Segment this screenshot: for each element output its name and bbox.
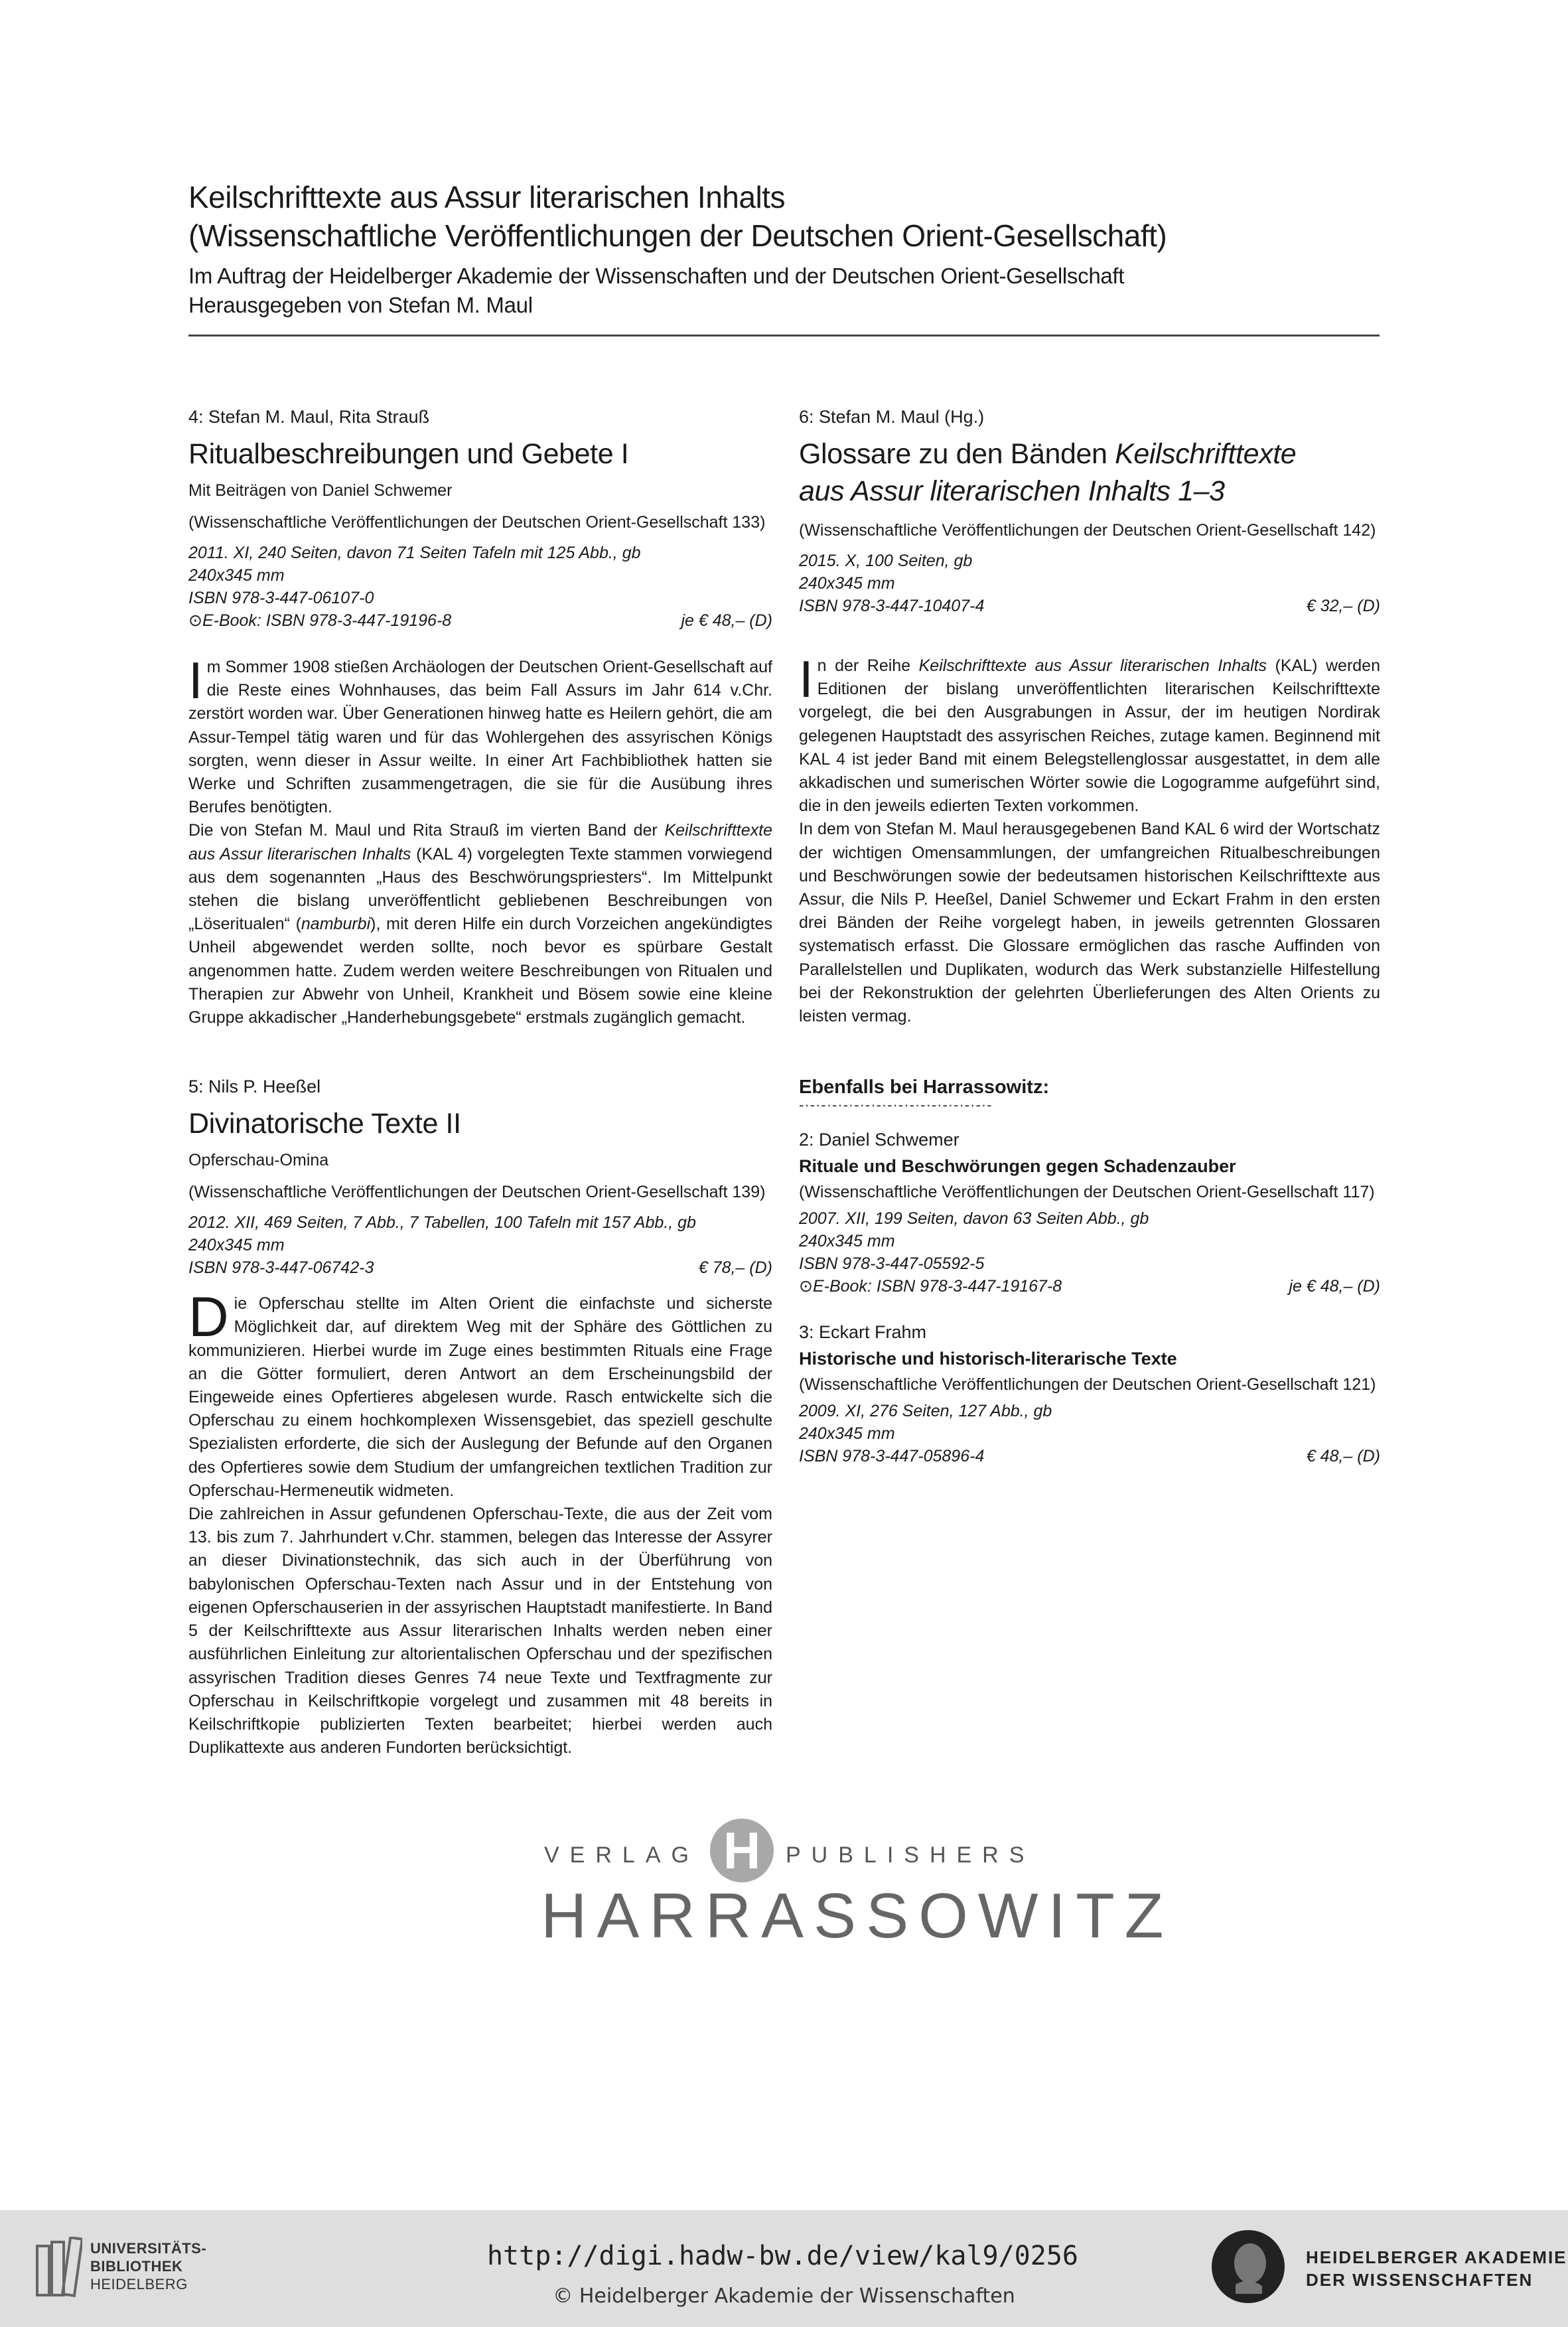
logo-h-icon: H xyxy=(710,1819,774,1882)
book-subtitle: Opferschau-Omina xyxy=(188,1151,329,1170)
book-isbn: ISBN 978-3-447-06107-0 xyxy=(188,589,374,607)
academy-line: HEIDELBERGER AKADEMIE xyxy=(1306,2247,1567,2267)
series-editor: Herausgegeben von Stefan M. Maul xyxy=(188,293,533,317)
also-series-number: 3: Eckart Frahm xyxy=(799,1322,927,1343)
desc-italic: namburbi xyxy=(301,915,371,934)
also-isbn: ISBN 978-3-447-05592-5 xyxy=(799,1254,985,1274)
desc-text: (KAL 4) vorgelegten Texte stammen vorwiegend aus dem sogenannten „Haus des Beschwörungspriesters“. Im Mittelpunkt stehen die bislang unveröffentlicht gebliebenen Beschreibungen von „Löseritualen“ ( xyxy=(188,844,772,934)
also-seriesline: (Wissenschaftliche Veröffentlichungen der Deutschen Orient-Gesellschaft 117) xyxy=(799,1183,1375,1202)
header-rule xyxy=(188,335,1380,337)
academy-label xyxy=(1306,2246,1567,2291)
book-seriesline: (Wissenschaftliche Veröffentlichungen der Deutschen Orient-Gesellschaft 133) xyxy=(188,513,766,532)
title-text: Glossare zu den Bänden xyxy=(799,438,1115,470)
also-seriesline: (Wissenschaftliche Veröffentlichungen der Deutschen Orient-Gesellschaft 121) xyxy=(799,1375,1376,1394)
book-seriesline: (Wissenschaftliche Veröffentlichungen der Deutschen Orient-Gesellschaft 139) xyxy=(188,1183,766,1202)
series-title-sub: (Wissenschaftliche Veröffentlichungen der Deutschen Orient-Gesellschaft) xyxy=(188,218,1167,253)
academy-line: DER WISSENSCHAFTEN xyxy=(1306,2270,1533,2290)
also-pages: 2007. XII, 199 Seiten, davon 63 Seiten Abb., gb xyxy=(799,1209,1149,1229)
desc-paragraph: m Sommer 1908 stießen Archäologen der Deutschen Orient-Gesellschaft auf die Reste eines Wohnhauses, das beim Fall Assurs im Jahr 614 v.Chr. zerstört worden war. Über Generationen hinweg hatte es Heilern gehört, die am Assur-Tempel tätig waren und für das Wohlergehen des assyrischen Königs sorgten, wenn dieser in Assur weilte. In einer Art Fachbibliothek hatten sie Werke und Schriften zusammengetragen, die sie für die Ausübung ihres Berufes benötigten. xyxy=(188,658,772,817)
book-title: Ritualbeschreibungen und Gebete I xyxy=(188,438,629,470)
also-series-number: 2: Daniel Schwemer xyxy=(799,1130,960,1150)
book-entry-4 xyxy=(188,405,772,1029)
book-series-number: 6: Stefan M. Maul (Hg.) xyxy=(799,407,985,427)
also-title: Historische und historisch-literarische Texte xyxy=(799,1349,1177,1369)
uni-line: HEIDELBERG xyxy=(90,2276,188,2292)
book-title: Divinatorische Texte II xyxy=(188,1108,461,1140)
book-description xyxy=(188,1286,772,1760)
book-contributors: Mit Beiträgen von Daniel Schwemer xyxy=(188,481,453,500)
academy-seal-icon xyxy=(1212,2230,1285,2303)
also-heading: Ebenfalls bei Harrassowitz: xyxy=(799,1077,1050,1098)
drop-cap: D xyxy=(188,1286,229,1349)
also-isbn: ISBN 978-3-447-05896-4 xyxy=(799,1447,985,1466)
book-meta xyxy=(188,1211,772,1279)
desc-paragraph: In dem von Stefan M. Maul herausgegebenen Band KAL 6 wird der Wortschatz der wichtigen Omensammlungen, der umfangreichen Ritualbeschreibungen und Beschwörungen sowie der bedeutsamen historischen Keilschrifttexte aus Assur, die Nils P. Heeßel, Daniel Schwemer und Eckart Frahm in den ersten drei Bänden der Reihe vorgelegt haben, in jeweils getrennten Glossaren systematisch erfasst. Die Glossare ermöglichen das rasche Auffinden von Parallelstellen und Duplikaten, wodurch das Werk substanzielle Hilfestellung bei der Rekonstruktion der gelehrten Überlieferungen des Alten Orients zu leisten vermag. xyxy=(799,820,1380,1026)
desc-italic: Keilschrifttexte aus Assur literarischen Inhalts xyxy=(918,656,1267,675)
uni-line: BIBLIOTHEK xyxy=(90,2258,183,2275)
page-header xyxy=(188,178,1380,337)
book-meta xyxy=(799,550,1380,617)
desc-text: n der Reihe xyxy=(817,656,919,675)
book-title xyxy=(799,435,1380,510)
title-italic: Keilschrifttexte xyxy=(1115,438,1297,470)
also-title: Rituale und Beschwörungen gegen Schadenzauber xyxy=(799,1156,1236,1177)
title-italic: aus Assur literarischen Inhalts 1–3 xyxy=(799,475,1225,507)
book-pages: 2012. XII, 469 Seiten, 7 Abb., 7 Tabellen, 100 Tafeln mit 157 Abb., gb xyxy=(188,1213,696,1233)
book-isbn: ISBN 978-3-447-10407-4 xyxy=(799,597,985,615)
also-price: € 48,– (D) xyxy=(1306,1447,1380,1466)
book-description xyxy=(188,651,772,1029)
also-available xyxy=(799,1075,1380,1467)
book-format: 240x345 mm xyxy=(799,574,895,593)
book-seriesline: (Wissenschaftliche Veröffentlichungen der Deutschen Orient-Gesellschaft 142) xyxy=(799,521,1376,540)
also-meta xyxy=(799,1207,1380,1298)
also-pages: 2009. XI, 276 Seiten, 127 Abb., gb xyxy=(799,1402,1052,1421)
book-pages: 2011. XI, 240 Seiten, davon 71 Seiten Tafeln mit 125 Abb., gb xyxy=(188,544,641,562)
desc-paragraph: Die zahlreichen in Assur gefundenen Opferschau-Texte, die aus der Zeit vom 13. bis zum 7. Jahrhundert v.Chr. stammen, belegen das Interesse der Assyrer an dieser Divinationstechnik, das sich auch in der Überführung von babylonischen Opferschau-Texten nach Assur und in der Entstehung von eigenen Opferschauserien in der assyrischen Hauptstadt manifestierte. In Band 5 der Keilschrifttexte aus Assur literarischen Inhalts werden neben einer ausführlichen Einleitung zur altorientalischen Opferschau und der spezifischen assyrischen Tradition dieses Genres 74 neue Texte und Textfragmente zur Opferschau in Keilschriftkopie vorgelegt und zusammen mit 48 bereits in Keilschriftkopie publizierten Texten bearbeitet; hierbei werden auch Duplikattexte aus anderen Fundorten berücksichtigt. xyxy=(188,1505,772,1758)
book-ebook-isbn: ⊙E-Book: ISBN 978-3-447-19196-8 xyxy=(188,611,452,630)
series-commission: Im Auftrag der Heidelberger Akademie der Wissenschaften und der Deutschen Orient-Gesellschaft xyxy=(188,263,1125,288)
also-meta xyxy=(799,1400,1380,1467)
logo-publishers: PUBLISHERS xyxy=(786,1842,1035,1868)
drop-cap: I xyxy=(188,651,203,710)
copyright-notice: © Heidelberger Akademie der Wissenschaften xyxy=(553,2285,1015,2308)
book-entry-6 xyxy=(799,405,1380,1028)
desc-text: Die von Stefan M. Maul und Rita Strauß im vierten Band der xyxy=(188,821,665,840)
right-column xyxy=(799,405,1380,1467)
url-text[interactable]: http://digi.hadw-bw.de/view/kal9/0256 xyxy=(486,2241,1079,2271)
book-meta xyxy=(188,542,772,632)
desc-italic: Keilschrifttexte aus Assur literarischen Inhalts xyxy=(188,821,772,863)
logo-name: HARRASSOWITZ xyxy=(541,1880,1174,1951)
also-item xyxy=(799,1320,1380,1467)
series-title: Keilschrifttexte aus Assur literarischen Inhalts xyxy=(188,180,785,214)
also-item xyxy=(799,1128,1380,1298)
footer-bar xyxy=(0,2210,1568,2327)
left-column xyxy=(188,405,772,1760)
book-isbn: ISBN 978-3-447-06742-3 xyxy=(188,1258,374,1278)
also-divider: -·-·-·-·-·-·-·-·-·-·-·-·-·-·-·-·-·- xyxy=(799,1096,993,1114)
desc-text: (KAL) werden Editionen der bislang unveröffentlichten literarischen Keilschrifttexte vorgelegt, die bei den Ausgrabungen in Assur, der im heutigen Nordirak gelegenen Hauptstadt des assyrischen Reiches, zutage kamen. Beginnend mit KAL 4 ist jeder Band mit einem Belegstellenglossar ausgestattet, in dem alle akkadischen und sumerischen Wörter sowie die Logogramme aufgeführt sind, die in den jeweils edierten Texten vorkommen. xyxy=(799,656,1380,816)
also-ebook-isbn: ⊙E-Book: ISBN 978-3-447-19167-8 xyxy=(799,1277,1062,1296)
drop-cap: I xyxy=(799,650,814,708)
book-series-number: 4: Stefan M. Maul, Rita Strauß xyxy=(188,407,430,427)
desc-paragraph: ie Opferschau stellte im Alten Orient die einfachste und sicherste Möglichkeit dar, auf direktem Weg mit der Sphäre des Göttlichen zu kommunizieren. Hierbei wurde im Zuge eines bestimmten Rituals eine Frage an die Götter formuliert, deren Antwort an dem Erscheinungsbild der Eingeweide eines Opfertieres abgelesen wurde. Rasch entwickelte sich die Opferschau zu einem hochkomplexen Wissensgebiet, das speziell geschulte Spezialisten erforderte, die sich der Auslegung der Befunde auf den Organen des Opfertieres sowie dem Studium der umfangreichen textlichen Tradition zur Opferschau-Hermeneutik widmeten. xyxy=(188,1294,772,1500)
also-format: 240x345 mm xyxy=(799,1232,895,1251)
also-price: je € 48,– (D) xyxy=(1289,1277,1380,1296)
also-format: 240x345 mm xyxy=(799,1424,895,1444)
book-entry-5 xyxy=(188,1075,772,1760)
book-price: je € 48,– (D) xyxy=(681,611,772,630)
book-price: € 78,– (D) xyxy=(698,1258,772,1278)
uni-line: UNIVERSITÄTS- xyxy=(90,2240,207,2257)
book-price: € 32,– (D) xyxy=(1306,597,1380,615)
logo-verlag: VERLAG xyxy=(544,1842,699,1868)
book-format: 240x345 mm xyxy=(188,1236,285,1255)
book-description xyxy=(799,650,1380,1028)
book-format: 240x345 mm xyxy=(188,566,285,585)
desc-text: ), mit deren Hilfe ein durch Vorzeichen angekündigtes Unheil abgewendet werden sollte, noch bevor es spürbare Gestalt angenommen hatte. Zudem werden weitere Beschreibungen von Ritualen und Therapien zur Abwehr von Unheil, Krankheit und Bösem sowie eine kleine Gruppe akkadischer „Handerhebungsgebete“ erstmals zugänglich gemacht. xyxy=(188,915,772,1027)
book-pages: 2015. X, 100 Seiten, gb xyxy=(799,552,973,570)
book-series-number: 5: Nils P. Heeßel xyxy=(188,1077,321,1097)
